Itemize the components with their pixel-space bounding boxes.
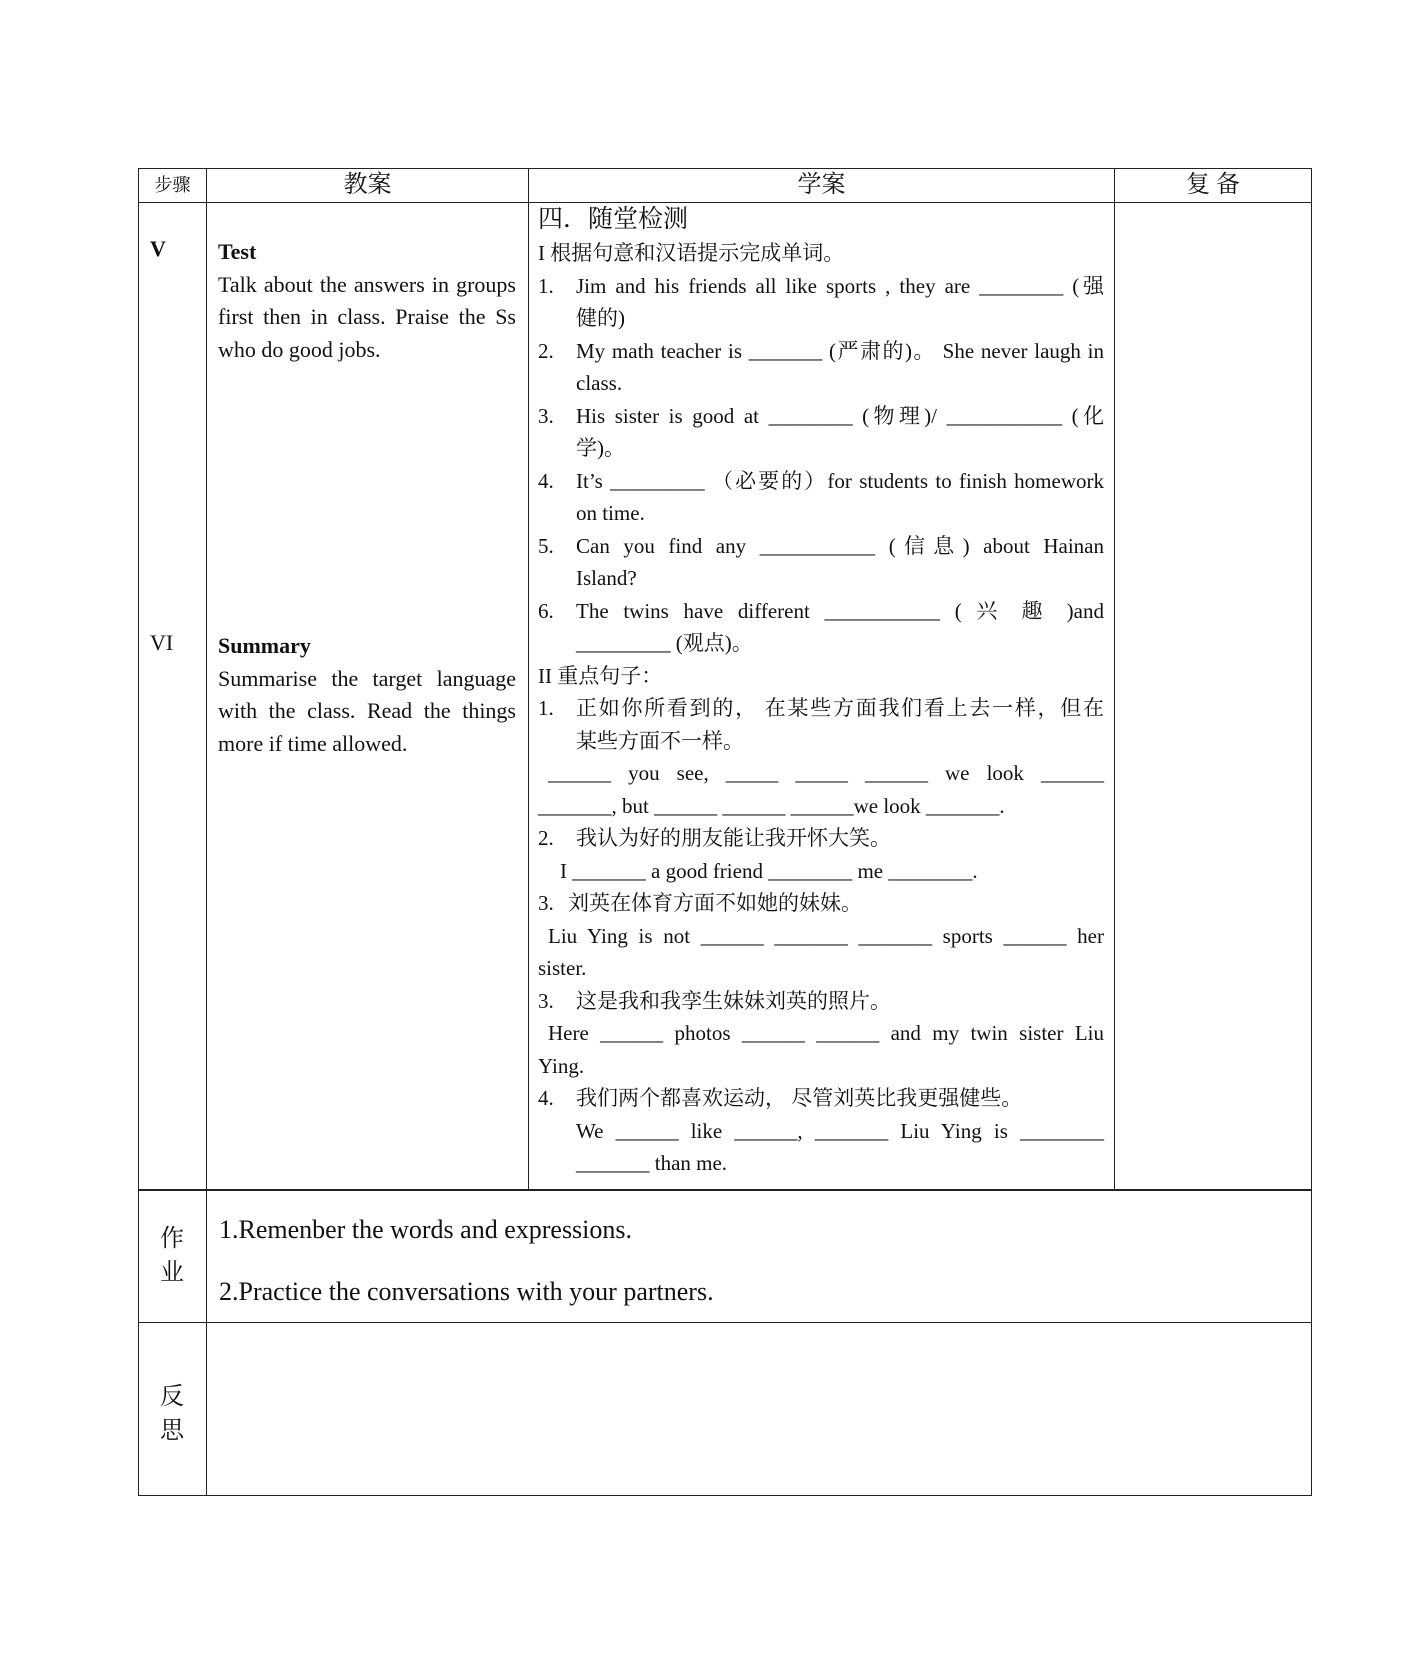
teaching-summary bbox=[218, 630, 516, 760]
list-item: 2. My math teacher is _______ (严肃的)。 She never laugh in bbox=[538, 338, 1104, 363]
list-item-cont: class. bbox=[576, 371, 623, 395]
sentence-cn: 3. 刘英在体育方面不如她的妹妹。 bbox=[538, 891, 862, 915]
sentence-en: Here ______ photos ______ ______ and my twin sister Liu bbox=[548, 1021, 1104, 1045]
test-text: Talk about the answers in groups first then in class. Praise the Ss who do good jobs. bbox=[218, 271, 516, 362]
header-review: 复 备 bbox=[1186, 172, 1240, 198]
list-item: 6. The twins have different ___________ ( 兴 趣 )and bbox=[538, 598, 1104, 623]
sentence-cn-cont: 某些方面不一样。 bbox=[576, 728, 744, 753]
sentence-cn: 1. 正如你所看到的， 在某些方面我们看上去一样，但在 bbox=[538, 696, 1104, 720]
table-border-bottom bbox=[138, 1495, 1312, 1496]
homework-divider bbox=[138, 1189, 1312, 1191]
sentence-en: sister. bbox=[538, 956, 587, 980]
homework-label: 作 业 bbox=[160, 1226, 184, 1286]
sentence-cn: 4. 我们两个都喜欢运动， 尽管刘英比我更强健些。 bbox=[538, 1086, 1023, 1110]
list-item: 4. It’s _________ （必要的）for students to finish homework bbox=[538, 468, 1104, 493]
sentence-en: Liu Ying is not ______ _______ _______ sports ______ her bbox=[548, 923, 1104, 948]
sentence-en: I _______ a good friend ________ me ________. bbox=[560, 858, 978, 883]
table-border-right bbox=[1311, 168, 1312, 1496]
header-step: 步骤 bbox=[154, 175, 191, 195]
summary-title: Summary bbox=[218, 633, 311, 658]
sentence-en: _______, but ______ ______ ______we look _______. bbox=[538, 793, 1005, 818]
reflection-label: 反 思 bbox=[160, 1384, 184, 1444]
homework-line-2: 2.Practice the conversations with your partners. bbox=[219, 1277, 714, 1306]
teaching-column-divider bbox=[528, 168, 529, 1190]
sentence-en: We ______ like ______, _______ Liu Ying is ________ bbox=[576, 1118, 1104, 1143]
sentence-en: _______ than me. bbox=[576, 1151, 728, 1175]
sentence-cn: 2. 我认为好的朋友能让我开怀大笑。 bbox=[538, 826, 891, 850]
table-border-left bbox=[138, 168, 139, 1496]
reflection-divider bbox=[138, 1322, 1312, 1323]
step-label-vi: VI bbox=[150, 630, 174, 655]
header-learning: 学案 bbox=[797, 172, 846, 198]
sentence-cn: 3. 这是我和我孪生妹妹刘英的照片。 bbox=[538, 988, 891, 1013]
step-label-v: V bbox=[150, 236, 166, 261]
step-column-divider bbox=[206, 168, 207, 1496]
list-item: 3. His sister is good at ________ (物理)/ ___________ (化 bbox=[538, 403, 1104, 428]
sentence-en: ______ you see, _____ _____ ______ we look ______ bbox=[548, 761, 1104, 785]
teaching-test bbox=[218, 236, 516, 366]
list-item-cont: 健的) bbox=[576, 306, 625, 330]
homework-line-1: 1.Remenber the words and expressions. bbox=[219, 1215, 633, 1244]
list-item: 1. Jim and his friends all like sports , they are ________ (强 bbox=[538, 273, 1104, 298]
list-item-cont: _________ (观点)。 bbox=[576, 631, 753, 655]
part1-title: I 根据句意和汉语提示完成单词。 bbox=[538, 241, 845, 265]
list-item-cont: Island? bbox=[576, 566, 637, 590]
sentence-en: Ying. bbox=[538, 1053, 585, 1078]
list-item-cont: 学)。 bbox=[576, 436, 625, 460]
section-title: 四．随堂检测 bbox=[538, 206, 689, 233]
part2-title: II 重点句子： bbox=[538, 663, 663, 688]
learning-column-divider bbox=[1114, 168, 1115, 1190]
test-title: Test bbox=[218, 239, 257, 264]
list-item: 5. Can you find any ___________ (信息) about Hainan bbox=[538, 533, 1104, 558]
summary-text: Summarise the target language with the class. Read the things more if time allowed. bbox=[218, 665, 516, 756]
learning-content bbox=[538, 203, 1104, 1180]
header-teaching: 教案 bbox=[343, 172, 392, 198]
list-item-cont: on time. bbox=[576, 501, 645, 525]
